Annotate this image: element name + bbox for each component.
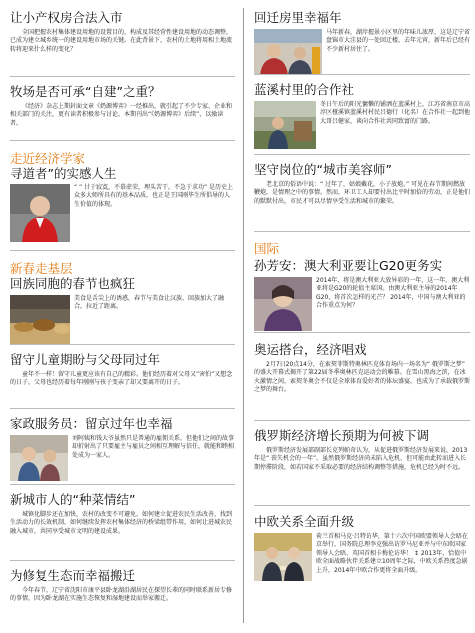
article-summary: 俄罗斯经济发展部副部长克列帕奇认为，从促进俄罗斯经济发展来说，2013年是“ 丧失机会的一年”。虽然俄罗斯经济尚未陷入危机，但可能由此转而进入长期停滞阶段，如若国家不采取必要的经济结构调整等措施，危机已经为时不远。 <box>254 447 468 471</box>
festival-food-photo <box>10 295 70 345</box>
china-eu-meeting-photo <box>254 533 312 581</box>
article-title[interactable]: 让小产权房合法入市 <box>10 10 123 25</box>
article-sanitation-workers[interactable] <box>254 162 470 206</box>
article-vegetable-plot[interactable] <box>10 492 235 536</box>
article-pasture[interactable] <box>10 84 235 128</box>
economist-photo <box>10 184 70 242</box>
article-summary: 老北京的俗语中说：“ 过年了，姑娘戴花，小子放炮。” 可见在春节期间燃放鞭炮，是情理之中的事情。然而，环卫工人却要付出比平时加倍的劳动，正是他们的默默付出，市民才可以尽情享受生活和城市的繁荣。 <box>254 181 471 205</box>
rule <box>10 140 235 141</box>
article-left-behind-children[interactable] <box>10 352 235 388</box>
article-hui-festival[interactable] <box>10 276 235 345</box>
rule <box>10 250 235 251</box>
article-summary: 《经济》杂志上期封面文章《奶源博弈》一经推出，就引起了不少专家、企业和相关部门的关注，更有读者积极参与讨论。本期刊出“《奶源博弈》后续”，以飨读者。 <box>10 103 233 127</box>
rule <box>10 76 235 77</box>
article-title[interactable]: 为修复生态而幸福搬迁 <box>10 568 136 583</box>
domestic-worker-photo <box>10 435 68 481</box>
article-title[interactable]: 回迁房里幸福年 <box>254 10 342 25</box>
article-land-market[interactable] <box>10 10 235 54</box>
article-summary: 全国把握农村集体建设用地的设置目的，构成及其经营性建设用地的动态调整，已成为建立城乡统一的建设用地市场的关键。在此背景下，农村的土地将用相土地流转将迎来什么样的变化？ <box>10 29 233 53</box>
rule <box>254 154 470 155</box>
article-title[interactable]: 回族同胞的春节也疯狂 <box>10 276 136 291</box>
section-label: 走近经济学家 <box>10 151 86 166</box>
article-summary: 刘阿姨和钱大爷虽然只是普通的雇佣关系，但他们之间的故事却折射出了只要雇主与雇员之间相互理解与信任，就能和睦相处成为一家人。 <box>72 435 235 459</box>
article-title[interactable]: 坚守岗位的“城市美容师” <box>254 162 392 177</box>
sun-fangan-photo <box>254 277 312 331</box>
article-china-eu[interactable] <box>254 514 470 581</box>
article-domestic-workers[interactable] <box>10 416 235 481</box>
article-summary: 马年新春，湖岸握景小区里的年味儿浓厚，这是辽宁省盘锦市大洼县的一处回迁楼，去年元宵，新年后已经有不少新村居住了。 <box>326 29 471 53</box>
section-heading-economists <box>10 148 85 167</box>
article-title[interactable]: 家政服务员：留京过年也幸福 <box>10 416 173 431</box>
article-title[interactable]: 奥运搭台，经济唱戏 <box>254 342 367 357</box>
article-australia-g20[interactable] <box>254 258 470 331</box>
article-summary: “ ” 甘于寂寞，不慕虚荣，埋头苦干。不急于求功” 是历史上众多大师所具有的基本品质，也正是王国刚毕生所倡导的人生价值的体现。 <box>74 184 234 208</box>
article-title[interactable]: 俄罗斯经济增长预期为何被下调 <box>254 428 430 443</box>
rule <box>254 332 470 333</box>
article-summary: 荷兰首相马克·吕特访华，第十六次中国欧盟领导人会晤在京举行，国务院总理李克强出访罗马尼亚并与中东欧国家领导人会晤、英国首相卡梅伦访华！ ↕ 2013年，恰值中欧全面战略伙伴关系建立10周年之际，中欧关系热度急剧上升，2014年中欧合作更将全面升级。 <box>316 533 468 574</box>
resettlement-photo <box>254 29 322 75</box>
rule <box>254 505 470 506</box>
rule <box>254 74 470 75</box>
article-title[interactable]: 蓝溪村里的合作社 <box>254 82 355 97</box>
rule <box>10 484 235 485</box>
rule <box>10 344 235 345</box>
rule <box>254 231 470 232</box>
article-summary: 冬日午后的阳光慵懒的铺洒在蓝溪村上，江苏省南京市高淳区桠溪镇蓝溪村村民吕德行（化名）在合作社一起到他大哥吕健家，谈向合作社共同致富的门路。 <box>320 101 471 125</box>
rule <box>254 420 470 421</box>
article-summary: 2014年，将是澳大利亚大放异彩的一年，这一年，澳大利亚将是G20的轮值主席国。由澳大利亚主导的2014年G20，将首次怎样的光芒？ 2014年，中国与澳大利亚的合作重点为何？ <box>316 277 470 310</box>
article-title[interactable]: 寻道者”的实感人生 <box>10 166 117 181</box>
article-resettlement-housing[interactable] <box>254 10 470 75</box>
rule <box>10 560 235 561</box>
article-title[interactable]: 孙芳安：澳大利亚要让G20更务实 <box>254 258 443 273</box>
article-summary: 童年不一样！留守儿童更应该有自己的精彩。他们经历着对父母又”害怕”又想念的日子，父母也经历着每年刚刚与孩子变亲了却又要离开的日子。 <box>10 371 233 387</box>
article-summary: 美食是舌尖上的诱惑，春节与美食让汉族、回族加大了融合，拉近了距离。 <box>74 295 225 311</box>
article-title[interactable]: 新城市人的“种菜情结” <box>10 492 136 507</box>
cooperative-photo <box>254 101 316 149</box>
article-title[interactable]: 牧场是否可承“自建”之重？ <box>10 84 161 99</box>
column-divider <box>243 8 244 623</box>
article-sochi-olympics[interactable] <box>254 342 470 395</box>
section-heading-international <box>254 238 279 257</box>
section-label: 国际 <box>254 241 280 256</box>
article-summary: 城镇化脚步还在加快，农村的改变不可避免。如何建立促进农民生活改善、找到生活动力的长效机制，如何继续发挥农村集体经济的桥梁组带作用，如何让进城农民融入城市，共同享受城市文明的建设成果。 <box>10 511 233 535</box>
section-heading-grassroots <box>10 258 73 277</box>
section-label: 新春走基层 <box>10 261 73 276</box>
article-title[interactable]: 留守儿童期盼与父母同过年 <box>10 352 161 367</box>
article-title[interactable]: 中欧关系全面升级 <box>254 514 355 529</box>
article-summary: 今年春节，辽宁省沈阳市康平县卧龙湖沿湖居民在探望长辈的同时联系新居专修的事情，因为卧龙湖在实施生态恢复和湿地建设而举家搬迁。 <box>10 587 233 603</box>
article-economist[interactable] <box>10 166 235 242</box>
article-russia-growth[interactable] <box>254 428 470 472</box>
article-ecological-relocation[interactable] <box>10 568 235 604</box>
article-cooperative[interactable] <box>254 82 470 149</box>
article-summary: 2月7日20点14分，在索契菲斯特奥林匹克体育场内一场名为“ 俄罗斯之梦” 的盛大开幕式揭开了第22届冬季奥林匹克运动会的帷幕。在雪山黑海之滨，在冰火激情之间，索契冬奥会不仅是全球体育爱好者的体坛盛宴，也成为了承载俄罗斯之梦的舞台。 <box>254 361 471 394</box>
rule <box>10 408 235 409</box>
